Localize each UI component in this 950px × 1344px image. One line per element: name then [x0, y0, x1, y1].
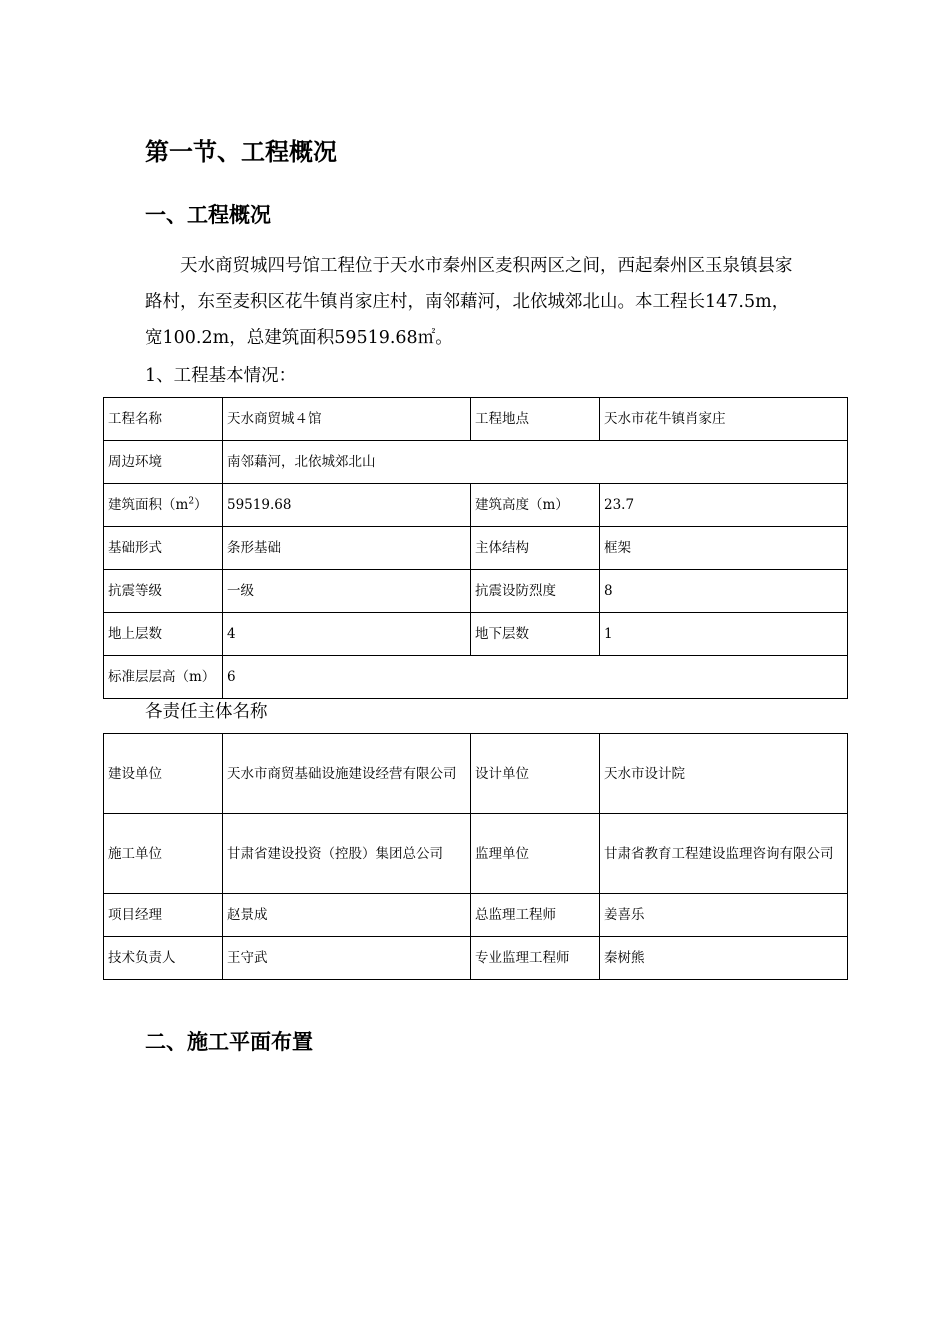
floor-height-label: 标准层层高（m） — [104, 656, 223, 699]
seismic-grade-label: 抗震等级 — [104, 570, 223, 613]
table-row — [104, 656, 848, 699]
seismic-intensity-label: 抗震设防烈度 — [471, 570, 600, 613]
height-label: 建筑高度（m） — [471, 484, 600, 527]
parties-table — [103, 733, 848, 980]
tech-lead-label: 技术负责人 — [104, 937, 223, 980]
contractor-label: 施工单位 — [104, 814, 223, 894]
table-row — [104, 937, 848, 980]
floor-height-value: 6 — [223, 656, 848, 699]
location-value: 天水市花牛镇肖家庄 — [600, 398, 848, 441]
heading-site-layout: 二、施工平面布置 — [145, 1030, 313, 1054]
heading-project-overview: 一、工程概况 — [145, 203, 271, 227]
table-row — [104, 894, 848, 937]
foundation-value: 条形基础 — [223, 527, 471, 570]
parties-label: 各责任主体名称 — [145, 702, 268, 722]
client-value: 天水市商贸基础设施建设经营有限公司 — [223, 734, 471, 814]
specialist-engineer-value: 秦树熊 — [600, 937, 848, 980]
project-name-label: 工程名称 — [104, 398, 223, 441]
foundation-label: 基础形式 — [104, 527, 223, 570]
surroundings-label: 周边环境 — [104, 441, 223, 484]
location-label: 工程地点 — [471, 398, 600, 441]
structure-label: 主体结构 — [471, 527, 600, 570]
table-row — [104, 814, 848, 894]
project-name-value: 天水商贸城４馆 — [223, 398, 471, 441]
designer-label: 设计单位 — [471, 734, 600, 814]
table-row — [104, 613, 848, 656]
table-row — [104, 570, 848, 613]
intro-paragraph — [145, 248, 805, 356]
floors-below-label: 地下层数 — [471, 613, 600, 656]
pm-value: 赵景成 — [223, 894, 471, 937]
table-row — [104, 398, 848, 441]
section-title: 第一节、工程概况 — [145, 138, 337, 166]
area-value: 59519.68 — [223, 484, 471, 527]
seismic-grade-value: 一级 — [223, 570, 471, 613]
chief-engineer-value: 姜喜乐 — [600, 894, 848, 937]
contractor-value: 甘肃省建设投资（控股）集团总公司 — [223, 814, 471, 894]
tech-lead-value: 王守武 — [223, 937, 471, 980]
table-row — [104, 734, 848, 814]
seismic-intensity-value: 8 — [600, 570, 848, 613]
specialist-engineer-label: 专业监理工程师 — [471, 937, 600, 980]
pm-label: 项目经理 — [104, 894, 223, 937]
floors-above-label: 地上层数 — [104, 613, 223, 656]
table-row — [104, 484, 848, 527]
table-row — [104, 441, 848, 484]
structure-value: 框架 — [600, 527, 848, 570]
surroundings-value: 南邻藉河，北依城郊北山 — [223, 441, 848, 484]
basic-info-label: 1、工程基本情况： — [145, 366, 297, 386]
chief-engineer-label: 总监理工程师 — [471, 894, 600, 937]
intro-text: 天水商贸城四号馆工程位于天水市秦州区麦积两区之间，西起秦州区玉泉镇县家路村，东至麦积区花牛镇肖家庄村，南邻藉河，北依城郊北山。本工程长147.5m，宽100.2m，总建筑面积59519.68㎡。 — [145, 256, 793, 348]
table-row — [104, 527, 848, 570]
floors-below-value: 1 — [600, 613, 848, 656]
supervisor-value: 甘肃省教育工程建设监理咨询有限公司 — [600, 814, 848, 894]
floors-above-value: 4 — [223, 613, 471, 656]
designer-value: 天水市设计院 — [600, 734, 848, 814]
supervisor-label: 监理单位 — [471, 814, 600, 894]
height-value: 23.7 — [600, 484, 848, 527]
client-label: 建设单位 — [104, 734, 223, 814]
area-label: 建筑面积$(m^2)$ — [104, 484, 223, 527]
basic-info-table — [103, 397, 848, 699]
